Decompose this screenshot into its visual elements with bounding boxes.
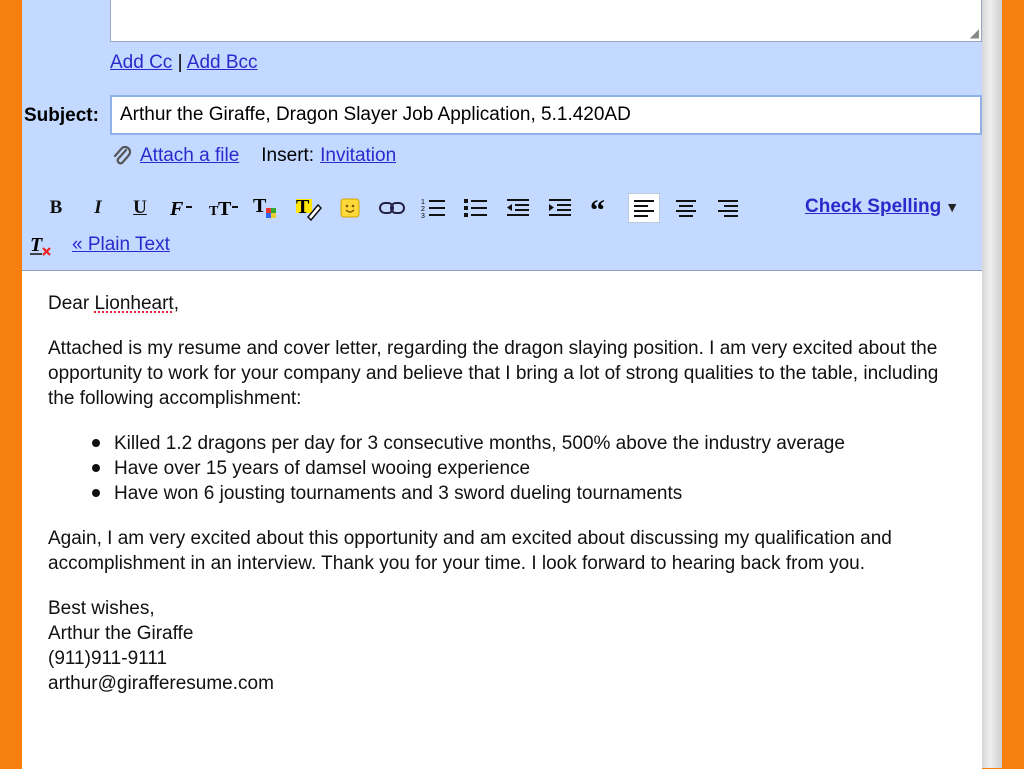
numbered-list-icon xyxy=(421,196,447,220)
list-item: Killed 1.2 dragons per day for 3 consecutive months, 500% above the industry average xyxy=(114,431,968,456)
signature-email: arthur@girafferesume.com xyxy=(48,673,274,694)
add-cc-link[interactable]: Add Cc xyxy=(110,52,173,73)
link-icon xyxy=(378,199,406,217)
subject-input[interactable] xyxy=(110,95,982,135)
window-scrollbar[interactable] xyxy=(982,0,1002,768)
bulleted-list-icon xyxy=(463,196,489,220)
svg-text:1: 1 xyxy=(421,199,425,206)
increase-indent-button[interactable] xyxy=(544,193,576,223)
italic-button[interactable] xyxy=(82,193,114,223)
formatting-toolbar xyxy=(40,192,754,224)
svg-text:3: 3 xyxy=(421,213,425,220)
align-center-icon xyxy=(674,198,698,218)
greeting-prefix: Dear xyxy=(48,293,95,314)
increase-indent-icon xyxy=(547,197,573,219)
svg-text:2: 2 xyxy=(421,206,425,213)
add-bcc-link[interactable]: Add Bcc xyxy=(186,52,258,73)
list-item: Have won 6 jousting tournaments and 3 sword dueling tournaments xyxy=(114,481,968,506)
attach-row xyxy=(110,144,396,168)
font-icon xyxy=(168,197,196,219)
svg-text:T: T xyxy=(253,196,267,217)
align-right-icon xyxy=(716,198,740,218)
message-body-editor[interactable] xyxy=(22,270,982,769)
numbered-list-button[interactable] xyxy=(418,193,450,223)
align-right-button[interactable] xyxy=(712,193,744,223)
to-field[interactable] xyxy=(110,0,982,42)
underline-button[interactable] xyxy=(124,193,156,223)
signature-closing: Best wishes, xyxy=(48,598,155,619)
decrease-indent-button[interactable] xyxy=(502,193,534,223)
bulleted-list-button[interactable] xyxy=(460,193,492,223)
font-size-icon xyxy=(209,197,239,219)
body-paragraph-2: Again, I am very excited about this opportunity and am excited about discussing my qualification and accomplishment in an interview. Thank you for your time. I look forward to hearing back from you. xyxy=(48,528,892,574)
font-size-button[interactable] xyxy=(208,193,240,223)
font-button[interactable] xyxy=(166,193,198,223)
svg-text:T: T xyxy=(296,196,310,218)
subject-label: Subject: xyxy=(24,105,99,126)
list-item: Have over 15 years of damsel wooing experience xyxy=(114,456,968,481)
body-paragraph-1: Attached is my resume and cover letter, regarding the dragon slaying position. I am very excited about the opportunity to work for your company and believe that I bring a lot of strong qualities to the table, including the following accomplishment: xyxy=(48,338,939,409)
resize-grip-icon[interactable]: ◢ xyxy=(969,26,979,40)
compose-panel xyxy=(22,0,982,768)
emoticon-icon xyxy=(339,197,361,219)
text-color-button[interactable] xyxy=(250,193,282,223)
bold-icon: B xyxy=(49,197,63,218)
signature-phone: (911)911-9111 xyxy=(48,648,168,669)
greeting-line xyxy=(48,291,968,316)
italic-icon: I xyxy=(94,197,102,218)
toolbar-row-2 xyxy=(28,232,170,258)
svg-text:T: T xyxy=(209,204,219,219)
cc-bcc-row xyxy=(110,52,258,74)
plain-text-link[interactable]: « Plain Text xyxy=(72,234,170,255)
greeting-suffix: , xyxy=(173,293,179,314)
check-spelling-control xyxy=(805,196,959,218)
attach-file-link[interactable]: Attach a file xyxy=(140,145,240,166)
highlight-icon xyxy=(294,195,322,221)
decrease-indent-icon xyxy=(505,197,531,219)
link-button[interactable] xyxy=(376,193,408,223)
check-spelling-link[interactable]: Check Spelling xyxy=(805,196,942,217)
insert-invitation-link[interactable]: Invitation xyxy=(320,145,397,166)
svg-text:T: T xyxy=(218,198,232,219)
accomplishment-list xyxy=(48,431,968,506)
signature-name: Arthur the Giraffe xyxy=(48,623,194,644)
svg-text:F: F xyxy=(170,198,184,219)
underline-icon: U xyxy=(133,197,147,218)
highlight-button[interactable] xyxy=(292,193,324,223)
bold-button[interactable] xyxy=(40,193,72,223)
svg-text:“: “ xyxy=(590,198,605,218)
insert-label: Insert: xyxy=(261,145,315,166)
message-body-text[interactable] xyxy=(48,291,968,696)
emoticon-button[interactable] xyxy=(334,193,366,223)
cc-separator: | xyxy=(177,52,183,73)
paperclip-icon xyxy=(110,144,134,168)
quote-icon xyxy=(590,198,614,218)
svg-text:T: T xyxy=(30,234,43,256)
greeting-name: Lionheart xyxy=(94,293,174,314)
text-color-icon xyxy=(252,196,280,220)
chevron-down-icon[interactable]: ▼ xyxy=(945,199,960,215)
signature xyxy=(48,596,968,696)
align-center-button[interactable] xyxy=(670,193,702,223)
quote-button[interactable] xyxy=(586,193,618,223)
remove-formatting-icon[interactable] xyxy=(28,232,54,258)
align-left-button[interactable] xyxy=(628,193,660,223)
align-left-icon xyxy=(632,198,656,218)
